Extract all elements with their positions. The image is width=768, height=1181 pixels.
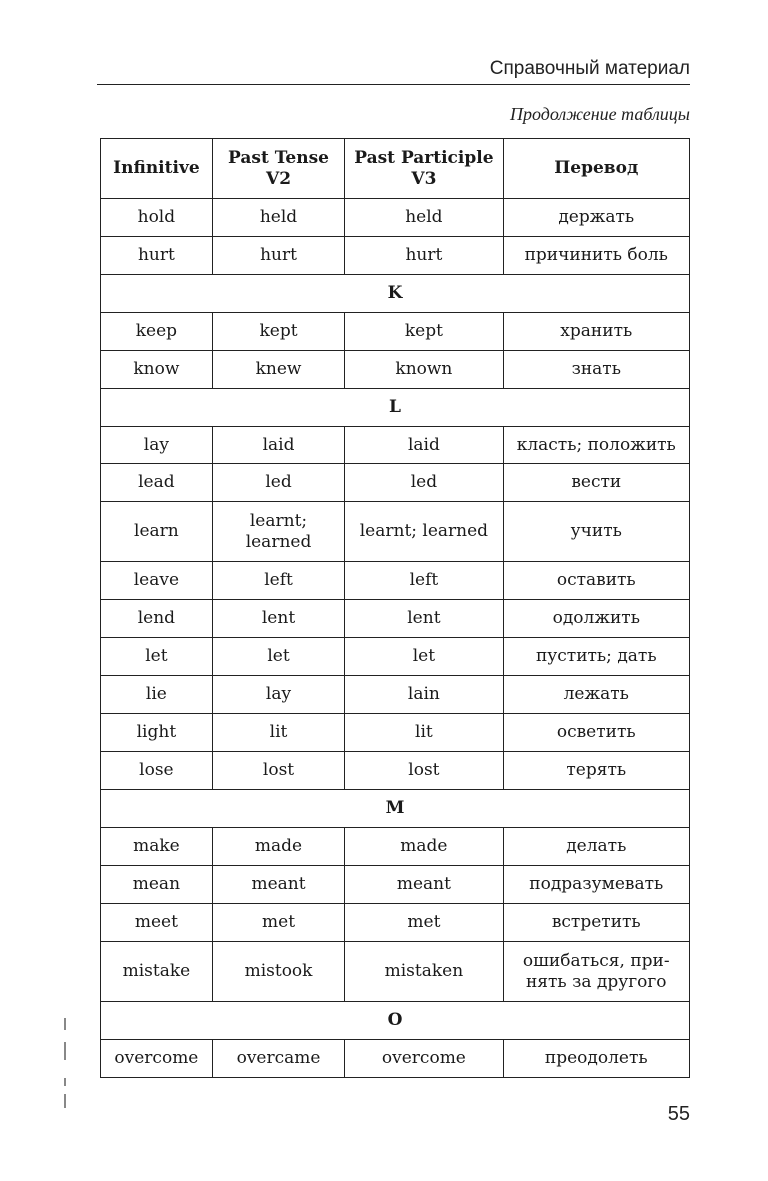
infinitive-cell: hurt (101, 237, 213, 275)
past-tense-cell: kept (212, 313, 344, 351)
page-number: 55 (667, 1103, 690, 1125)
table-row (101, 1040, 690, 1078)
translation-cell: ошибаться, при- нять за другого (503, 942, 689, 1002)
infinitive-cell: let (101, 638, 213, 676)
past-participle-cell: lent (345, 600, 503, 638)
infinitive-cell: lead (101, 464, 213, 502)
past-tense-cell: met (212, 904, 344, 942)
header-translation: Перевод (503, 139, 689, 199)
letter-divider-row (101, 275, 690, 313)
past-participle-cell: hurt (345, 237, 503, 275)
translation-cell: учить (503, 502, 689, 562)
translation-cell: держать (503, 199, 689, 237)
infinitive-cell: lay (101, 427, 213, 464)
infinitive-cell: learn (101, 502, 213, 562)
table-row (101, 828, 690, 866)
irregular-verbs-table (100, 138, 690, 1078)
table-row (101, 237, 690, 275)
table-row (101, 464, 690, 502)
table-row (101, 427, 690, 464)
letter-divider-row (101, 389, 690, 427)
infinitive-cell: overcome (101, 1040, 213, 1078)
past-participle-cell: held (345, 199, 503, 237)
header-past-tense: Past Tense V2 (212, 139, 344, 199)
table-row (101, 313, 690, 351)
table-row (101, 199, 690, 237)
table-row (101, 502, 690, 562)
table-row (101, 714, 690, 752)
translation-cell: терять (503, 752, 689, 790)
past-tense-cell: overcame (212, 1040, 344, 1078)
table-row (101, 562, 690, 600)
past-participle-cell: let (345, 638, 503, 676)
past-tense-cell: knew (212, 351, 344, 389)
past-tense-cell: left (212, 562, 344, 600)
past-participle-cell: learnt; learned (345, 502, 503, 562)
past-tense-cell: lit (212, 714, 344, 752)
infinitive-cell: mean (101, 866, 213, 904)
header-past-participle: Past Participle V3 (345, 139, 503, 199)
past-participle-cell: met (345, 904, 503, 942)
past-participle-cell: mistaken (345, 942, 503, 1002)
letter-divider-row (101, 1002, 690, 1040)
past-participle-cell: laid (345, 427, 503, 464)
table-row (101, 351, 690, 389)
table-row (101, 904, 690, 942)
translation-cell: подразумевать (503, 866, 689, 904)
infinitive-cell: keep (101, 313, 213, 351)
translation-cell: лежать (503, 676, 689, 714)
infinitive-cell: leave (101, 562, 213, 600)
infinitive-cell: lend (101, 600, 213, 638)
table-row (101, 752, 690, 790)
table-continuation-note: Продолжение таблицы (509, 104, 690, 124)
past-participle-cell: made (345, 828, 503, 866)
translation-cell: одолжить (503, 600, 689, 638)
table-row (101, 942, 690, 1002)
past-participle-cell: led (345, 464, 503, 502)
letter-heading-l: L (101, 389, 690, 427)
translation-cell: встретить (503, 904, 689, 942)
past-tense-cell: held (212, 199, 344, 237)
table-row (101, 638, 690, 676)
running-header (97, 56, 690, 85)
scan-margin-marks (64, 1018, 66, 1108)
header-infinitive: Infinitive (101, 139, 213, 199)
past-tense-cell: made (212, 828, 344, 866)
table-row (101, 676, 690, 714)
past-participle-cell: kept (345, 313, 503, 351)
translation-cell: осветить (503, 714, 689, 752)
running-header-title: Справочный материал (489, 58, 690, 79)
past-participle-cell: lost (345, 752, 503, 790)
past-participle-cell: lain (345, 676, 503, 714)
infinitive-cell: light (101, 714, 213, 752)
translation-cell: знать (503, 351, 689, 389)
infinitive-cell: lie (101, 676, 213, 714)
infinitive-cell: meet (101, 904, 213, 942)
infinitive-cell: know (101, 351, 213, 389)
past-participle-cell: left (345, 562, 503, 600)
past-tense-cell: led (212, 464, 344, 502)
past-participle-cell: meant (345, 866, 503, 904)
past-tense-cell: lay (212, 676, 344, 714)
past-participle-cell: lit (345, 714, 503, 752)
infinitive-cell: mistake (101, 942, 213, 1002)
past-participle-cell: overcome (345, 1040, 503, 1078)
translation-cell: причинить боль (503, 237, 689, 275)
past-tense-cell: laid (212, 427, 344, 464)
translation-cell: класть; положить (503, 427, 689, 464)
past-tense-cell: learnt; learned (212, 502, 344, 562)
infinitive-cell: lose (101, 752, 213, 790)
table-row (101, 600, 690, 638)
table-row (101, 866, 690, 904)
infinitive-cell: hold (101, 199, 213, 237)
past-tense-cell: lent (212, 600, 344, 638)
translation-cell: пустить; дать (503, 638, 689, 676)
past-tense-cell: meant (212, 866, 344, 904)
translation-cell: преодолеть (503, 1040, 689, 1078)
past-tense-cell: hurt (212, 237, 344, 275)
translation-cell: вести (503, 464, 689, 502)
translation-cell: хранить (503, 313, 689, 351)
letter-heading-k: K (101, 275, 690, 313)
table-header-row (101, 139, 690, 199)
letter-divider-row (101, 790, 690, 828)
translation-cell: оставить (503, 562, 689, 600)
past-tense-cell: mistook (212, 942, 344, 1002)
letter-heading-m: M (101, 790, 690, 828)
infinitive-cell: make (101, 828, 213, 866)
past-tense-cell: lost (212, 752, 344, 790)
past-participle-cell: known (345, 351, 503, 389)
past-tense-cell: let (212, 638, 344, 676)
translation-cell: делать (503, 828, 689, 866)
letter-heading-o: O (101, 1002, 690, 1040)
